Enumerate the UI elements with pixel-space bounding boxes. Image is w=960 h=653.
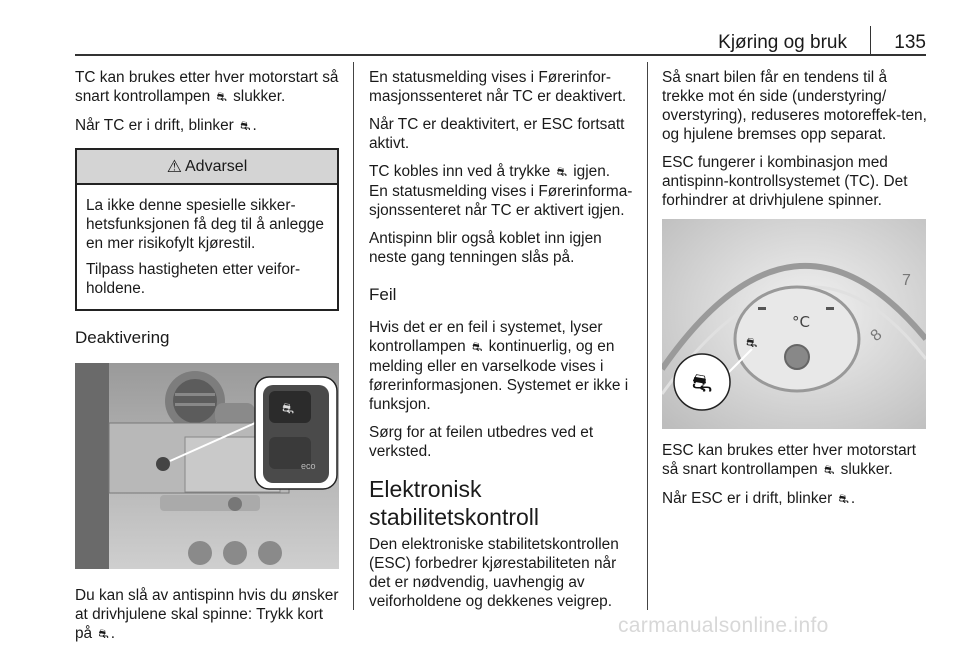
warning-box [75, 148, 339, 311]
paragraph: Den elektroniske stabilitetskontrollen (ESC) forbedrer kjørestabiliteten når det er nødvendig, uavhengig av veiforholdene og dekkenes veigrep. [369, 536, 619, 610]
tc-indicator-icon: ⛐ [556, 165, 567, 179]
tc-indicator-icon: ⛐ [98, 627, 109, 641]
paragraph: Antispinn blir også koblet inn igjen neste gang tenningen slås på. [369, 230, 602, 266]
tc-indicator-icon: ⛐ [216, 90, 227, 104]
warning-triangle-icon: ⚠ [166, 157, 182, 176]
dashboard-button-figure [75, 363, 339, 569]
paragraph: Du kan slå av antispinn hvis du ønsker at drivhjulene skal spinne: Trykk kort på ⛐ . [75, 587, 339, 642]
svg-text:°C: °C [792, 313, 810, 331]
page-number: 135 [894, 32, 926, 53]
svg-text:7: 7 [902, 272, 911, 289]
column-divider-2 [647, 62, 648, 610]
paragraph: ESC kan brukes etter hver motorstart så snart kontrollampen ⛐ slukker. [662, 442, 917, 478]
column-divider-1 [353, 62, 354, 610]
paragraph: En statusmelding vises i Førerinfor-masjonssenteret når TC er deaktivert. [369, 69, 627, 105]
paragraph: TC kan brukes etter hver motorstart så snart kontrollampen ⛐ slukker. [75, 69, 339, 105]
page-header [0, 26, 960, 56]
paragraph: Når TC er deaktivitert, er ESC fortsatt aktivt. [369, 116, 625, 152]
paragraph: Når TC er i drift, blinker ⛐ . [75, 117, 257, 134]
warning-text: La ikke denne spesielle sikker-hetsfunksjonen få deg til å anlegge en mer risikofylt kjørestil. [86, 197, 324, 252]
section-title: Kjøring og bruk [718, 32, 847, 53]
heading-deactivation: Deaktivering [75, 328, 170, 347]
svg-text:eco: eco [301, 461, 316, 471]
watermark: carmanualsonline.info [618, 614, 829, 637]
column-3 [662, 68, 928, 518]
header-rule [75, 54, 926, 56]
instrument-gauge-figure [662, 219, 926, 429]
paragraph: ESC fungerer i kombinasjon med antispinn-kontrollsystemet (TC). Det forhindrer at drivhjulene spinner. [662, 154, 908, 209]
column-1 [75, 68, 339, 653]
paragraph: Sørg for at feilen utbedres ved et verksted. [369, 424, 594, 460]
tc-indicator-icon: ⛐ [471, 340, 483, 354]
heading-fault: Feil [369, 285, 397, 304]
heading-esc: Elektronisk stabilitetskontroll [369, 476, 540, 530]
warning-header [77, 150, 337, 185]
warning-body [77, 185, 337, 309]
warning-text: Tilpass hastigheten etter veifor-holdene. [86, 261, 301, 297]
esc-indicator-icon: ⛐ [838, 492, 849, 506]
paragraph: Hvis det er en feil i systemet, lyser kontrollampen ⛐ kontinuerlig, og en melding eller en varselkode vises i førerinformasjonen. Systemet er ikke i funksjon. [369, 319, 629, 413]
paragraph: Så snart bilen får en tendens til å trekke mot én side (understyring/ overstyring), reduseres motoreffek-ten, og hjulene bremses opp separat. [662, 69, 927, 143]
esc-indicator-icon: ⛐ [823, 463, 835, 477]
paragraph: Når ESC er i drift, blinker ⛐ . [662, 490, 856, 507]
svg-text:8: 8 [867, 326, 886, 345]
paragraph: TC kobles inn ved å trykke ⛐ igjen. En statusmelding vises i Førerinforma-sjonssenteret når TC er aktivert igjen. [369, 163, 633, 219]
header-divider [870, 26, 871, 56]
svg-text:⛐: ⛐ [691, 369, 713, 397]
column-2 [369, 68, 633, 620]
svg-text:⛐: ⛐ [746, 336, 758, 351]
svg-text:⛐: ⛐ [281, 401, 295, 417]
warning-title: Advarsel [185, 158, 248, 175]
tc-indicator-icon: ⛐ [240, 119, 251, 133]
tc-button-small [156, 457, 170, 471]
